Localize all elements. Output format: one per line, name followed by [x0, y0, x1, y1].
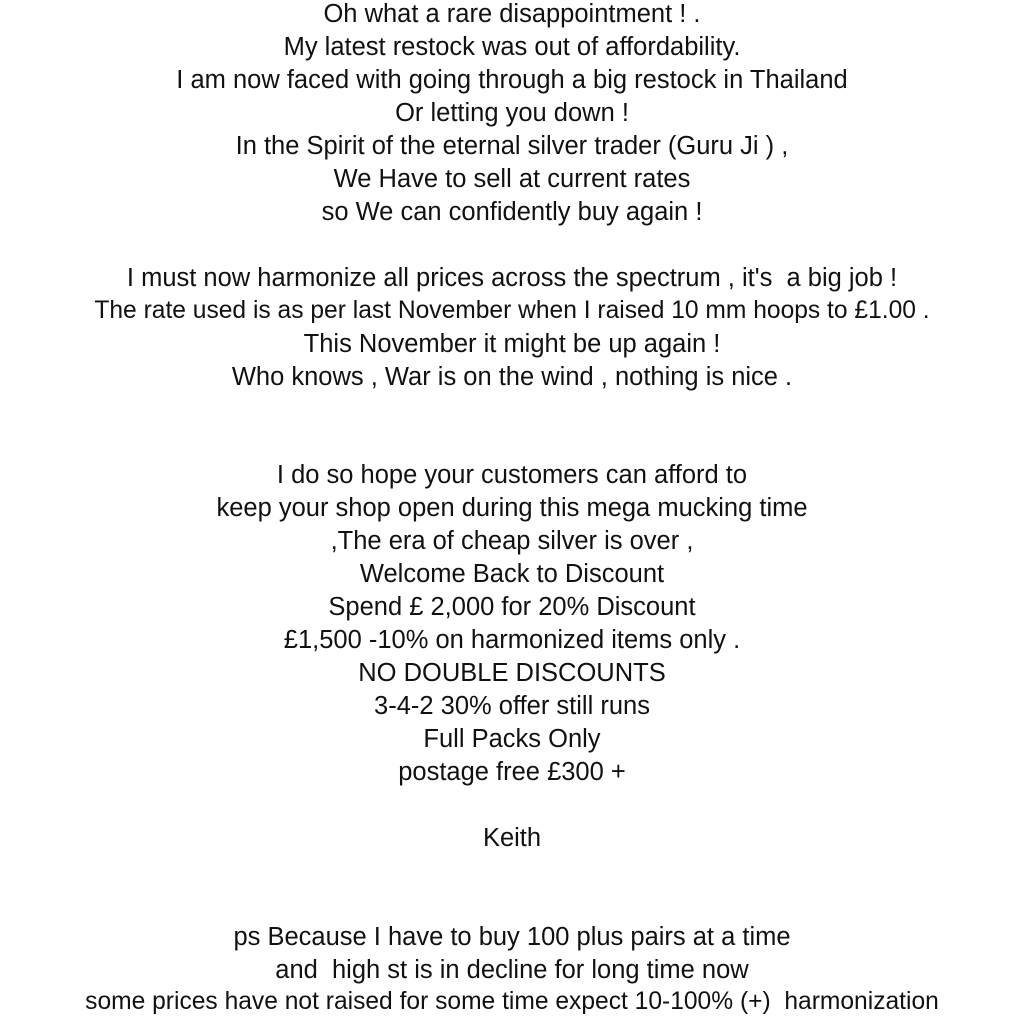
signature: Keith	[482, 824, 542, 852]
postscript-line-1: ps Because I have to buy 100 plus pairs at a time	[233, 923, 791, 951]
paragraph2-line-2: The rate used is as per last November when I raised 10 mm hoops to £1.00 .	[94, 297, 930, 324]
paragraph3-line-10: postage free £300 +	[398, 758, 626, 786]
paragraph1-line-2: My latest restock was out of affordability.	[283, 33, 741, 61]
paragraph3-line-1: I do so hope your customers can afford to	[276, 461, 748, 489]
paragraph3-line-2: keep your shop open during this mega mucking time	[216, 494, 808, 522]
paragraph2-line-4: Who knows , War is on the wind , nothing is nice .	[231, 363, 793, 391]
paragraph1-line-7: so We can confidently buy again !	[321, 198, 703, 226]
paragraph3-line-4: Welcome Back to Discount	[359, 560, 665, 588]
postscript-line-3: some prices have not raised for some time expect 10-100% (+) harmonization	[85, 988, 939, 1015]
paragraph3-line-6: £1,500 -10% on harmonized items only .	[283, 626, 741, 654]
postscript-line-2: and high st is in decline for long time now	[275, 956, 749, 984]
paragraph2-line-1: I must now harmonize all prices across the spectrum , it's a big job !	[126, 264, 898, 292]
paragraph3-line-5: Spend £ 2,000 for 20% Discount	[328, 593, 696, 621]
paragraph2-line-3: This November it might be up again !	[303, 330, 721, 358]
paragraph3-line-8: 3-4-2 30% offer still runs	[374, 692, 650, 720]
paragraph3-line-9: Full Packs Only	[423, 725, 601, 753]
paragraph1-line-5: In the Spirit of the eternal silver trader (Guru Ji ) ,	[235, 132, 789, 160]
paragraph3-line-7: NO DOUBLE DISCOUNTS	[358, 659, 666, 687]
paragraph1-line-1: Oh what a rare disappointment ! .	[323, 0, 701, 28]
paragraph1-line-6: We Have to sell at current rates	[333, 165, 691, 193]
paragraph3-line-3: ,The era of cheap silver is over ,	[330, 527, 694, 555]
paragraph1-line-4: Or letting you down !	[395, 99, 629, 127]
paragraph1-line-3: I am now faced with going through a big restock in Thailand	[176, 66, 848, 94]
